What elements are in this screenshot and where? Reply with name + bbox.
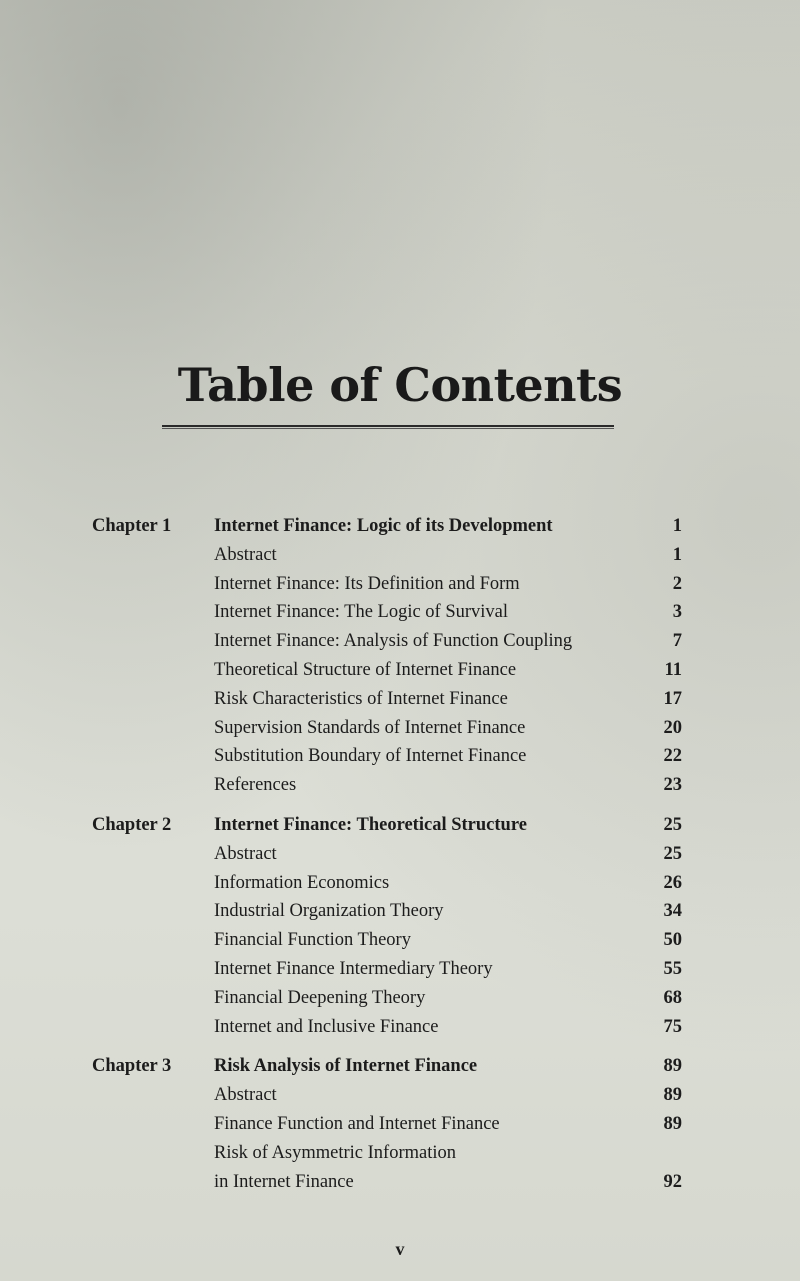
toc-entry[interactable] xyxy=(92,714,686,743)
toc-entry[interactable] xyxy=(92,840,686,869)
page-number: 89 xyxy=(663,1085,682,1106)
entry-title: Abstract xyxy=(214,1085,277,1106)
page-number: 3 xyxy=(672,602,682,623)
chapter-heading-row[interactable] xyxy=(92,1052,686,1081)
page-number: 20 xyxy=(663,717,682,738)
entry-title: References xyxy=(214,775,297,796)
entry-title: Theoretical Structure of Internet Finance xyxy=(214,659,517,680)
toc-entry[interactable] xyxy=(92,955,686,984)
page-number: 17 xyxy=(663,688,682,709)
entry-title: Internet Finance: Analysis of Function Coupling xyxy=(214,631,573,652)
page-number: 55 xyxy=(663,958,682,979)
page-number-footer: v xyxy=(395,1239,405,1259)
chapter-title: Internet Finance: Theoretical Structure xyxy=(214,814,527,835)
page-number: 1 xyxy=(672,516,682,536)
toc-entry[interactable] xyxy=(92,771,686,800)
entry-title: Finance Function and Internet Finance xyxy=(214,1113,500,1134)
chapter-3 xyxy=(92,1052,686,1196)
page-number: 89 xyxy=(663,1113,682,1134)
page-number: 7 xyxy=(672,631,682,652)
entry-title: Internet Finance: Its Definition and Form xyxy=(214,573,520,594)
entry-title: Supervision Standards of Internet Finance xyxy=(214,717,526,738)
page-number: 11 xyxy=(664,659,682,680)
entry-title: Financial Function Theory xyxy=(214,930,411,951)
entry-title: Information Economics xyxy=(214,872,390,893)
entry-title: Industrial Organization Theory xyxy=(214,901,444,922)
toc-entry[interactable] xyxy=(92,742,686,771)
page-number: 1 xyxy=(672,544,682,565)
page-number: 2 xyxy=(672,573,682,594)
chapter-label: Chapter 2 xyxy=(92,814,172,835)
chapter-heading-row[interactable] xyxy=(92,512,686,541)
page-number: 22 xyxy=(663,746,682,767)
entry-title: Substitution Boundary of Internet Finance xyxy=(214,746,527,767)
page-number: 50 xyxy=(663,930,682,951)
page-number: 68 xyxy=(663,987,682,1008)
toc-entry[interactable] xyxy=(92,1139,686,1168)
entry-title: Financial Deepening Theory xyxy=(214,987,426,1008)
page-number: 25 xyxy=(663,843,682,864)
table-of-contents xyxy=(92,512,686,1207)
entry-title: in Internet Finance xyxy=(214,1171,354,1192)
toc-entry[interactable] xyxy=(92,1110,686,1139)
toc-entry[interactable] xyxy=(92,926,686,955)
toc-entry[interactable] xyxy=(92,984,686,1013)
chapter-label: Chapter 1 xyxy=(92,516,172,536)
toc-entry[interactable] xyxy=(92,1013,686,1042)
toc-entry[interactable] xyxy=(92,1081,686,1110)
page-number: 25 xyxy=(663,814,682,835)
toc-entry[interactable] xyxy=(92,598,686,627)
entry-title: Internet Finance: The Logic of Survival xyxy=(214,602,509,623)
toc-entry[interactable] xyxy=(92,656,686,685)
toc-entry[interactable] xyxy=(92,897,686,926)
toc-entry[interactable] xyxy=(92,685,686,714)
entry-title: Risk Characteristics of Internet Finance xyxy=(214,688,508,709)
toc-entry[interactable] xyxy=(92,869,686,898)
chapter-2 xyxy=(92,811,686,1041)
page-number: 34 xyxy=(663,901,682,922)
page-number: 89 xyxy=(663,1056,682,1077)
chapter-title: Risk Analysis of Internet Finance xyxy=(214,1056,478,1077)
chapter-1 xyxy=(92,512,686,800)
chapter-heading-row[interactable] xyxy=(92,811,686,840)
entry-title: Abstract xyxy=(214,544,277,565)
entry-title: Internet and Inclusive Finance xyxy=(214,1016,439,1037)
toc-entry[interactable] xyxy=(92,570,686,599)
entry-title: Abstract xyxy=(214,843,277,864)
page-number: 26 xyxy=(663,872,682,893)
entry-title: Risk of Asymmetric Information xyxy=(214,1142,457,1163)
page-number: 23 xyxy=(663,775,682,796)
toc-entry[interactable] xyxy=(92,627,686,656)
page-title: Table of Contents xyxy=(177,358,623,412)
page-number: 92 xyxy=(663,1171,682,1192)
page-number: 75 xyxy=(663,1016,682,1037)
entry-title: Internet Finance Intermediary Theory xyxy=(214,958,493,979)
toc-entry[interactable] xyxy=(92,541,686,570)
chapter-label: Chapter 3 xyxy=(92,1056,172,1077)
chapter-title: Internet Finance: Logic of its Development xyxy=(214,516,553,536)
toc-entry[interactable] xyxy=(92,1168,686,1197)
title-underline xyxy=(162,425,614,429)
